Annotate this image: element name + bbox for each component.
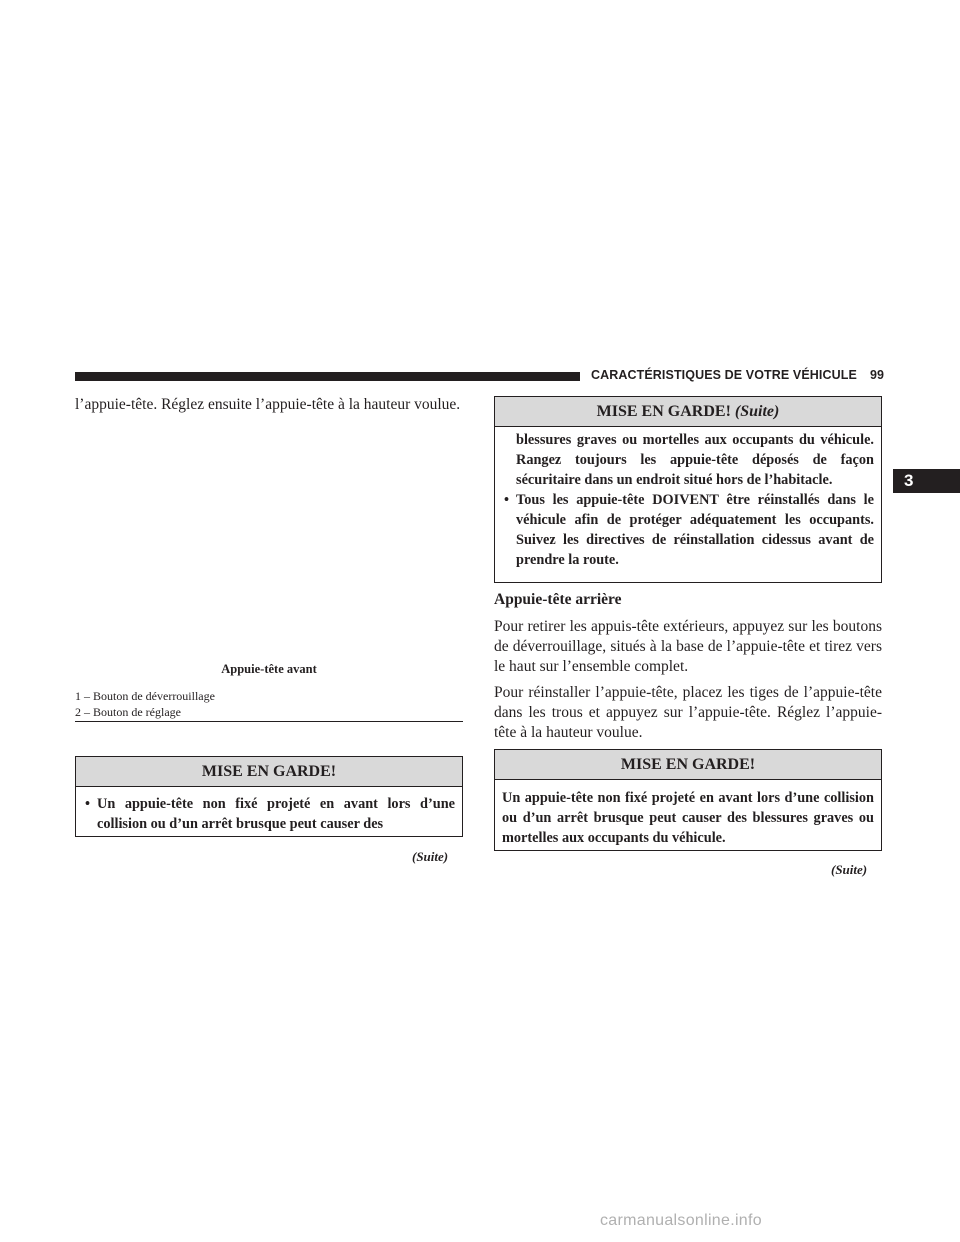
legend-item-2: 2 – Bouton de réglage bbox=[75, 705, 181, 719]
warning-rear-text: Un appuie-tête non fixé projeté en avant lors d’une collision ou d’un arrêt brusque peut causer des blessures graves ou mortelles aux occupants du véhicule. bbox=[502, 790, 874, 846]
watermark: carmanualsonline.info bbox=[600, 1212, 762, 1229]
bullet-icon: • bbox=[85, 796, 91, 812]
bullet-icon: • bbox=[504, 492, 510, 508]
warning-title-rear: MISE EN GARDE! bbox=[495, 750, 881, 780]
legend-item-1: 1 – Bouton de déverrouillage bbox=[75, 689, 215, 703]
warning-box-rear bbox=[494, 749, 882, 851]
section-title: CARACTÉRISTIQUES DE VOTRE VÉHICULE bbox=[591, 368, 857, 382]
warning-box-continued bbox=[494, 396, 882, 583]
intro-paragraph: l’appuie-tête. Réglez ensuite l’appuie-tête à la hauteur voulue. bbox=[75, 396, 461, 413]
warning-box-front bbox=[75, 756, 463, 837]
warning-title-suffix: (Suite) bbox=[734, 403, 780, 420]
warning-title-text: MISE EN GARDE! bbox=[596, 403, 731, 420]
chapter-tab bbox=[893, 469, 960, 493]
warning-item-text: Un appuie-tête non fixé projeté en avant lors d’une collision ou d’un arrêt brusque peut causer des bbox=[97, 796, 455, 832]
warning-item bbox=[76, 787, 462, 834]
subheading-rear: Appuie-tête arrière bbox=[494, 591, 622, 608]
header-rule bbox=[75, 372, 580, 381]
chapter-tab-number: 3 bbox=[904, 471, 914, 490]
rear-paragraph-1: Pour retirer les appuis-tête extérieurs, appuyez sur les boutons de déverrouillage, situés à la base de l’appuie-tête et tirez vers le haut sur l’ensemble complet. bbox=[494, 618, 882, 675]
warning-title-continued bbox=[495, 397, 881, 427]
warning-continued-text: blessures graves ou mortelles aux occupants du véhicule. Rangez toujours les appuie-tête déposés de façon sécuritaire dans un endroit situé hors de l’habitacle. bbox=[516, 432, 874, 488]
rear-paragraph-2: Pour réinstaller l’appuie-tête, placez les tiges de l’appuie-tête dans les trous et appuyez sur l’appuie-tête. Réglez l’appuie-tête à la hauteur voulue. bbox=[494, 684, 882, 741]
page-number: 99 bbox=[870, 368, 884, 382]
figure-caption: Appuie-tête avant bbox=[221, 662, 317, 676]
figure-divider bbox=[75, 721, 463, 722]
warning-title: MISE EN GARDE! bbox=[76, 757, 462, 787]
warning-item-2-text: Tous les appuie-tête DOIVENT être réinstallés dans le véhicule afin de protéger adéquatement les occupants. Suivez les directives de réinstallation cidessus avant de prendre la route. bbox=[516, 492, 874, 568]
continued-label-left: (Suite) bbox=[412, 849, 449, 864]
continued-label-right: (Suite) bbox=[831, 862, 868, 877]
warning-item-2 bbox=[495, 490, 881, 570]
